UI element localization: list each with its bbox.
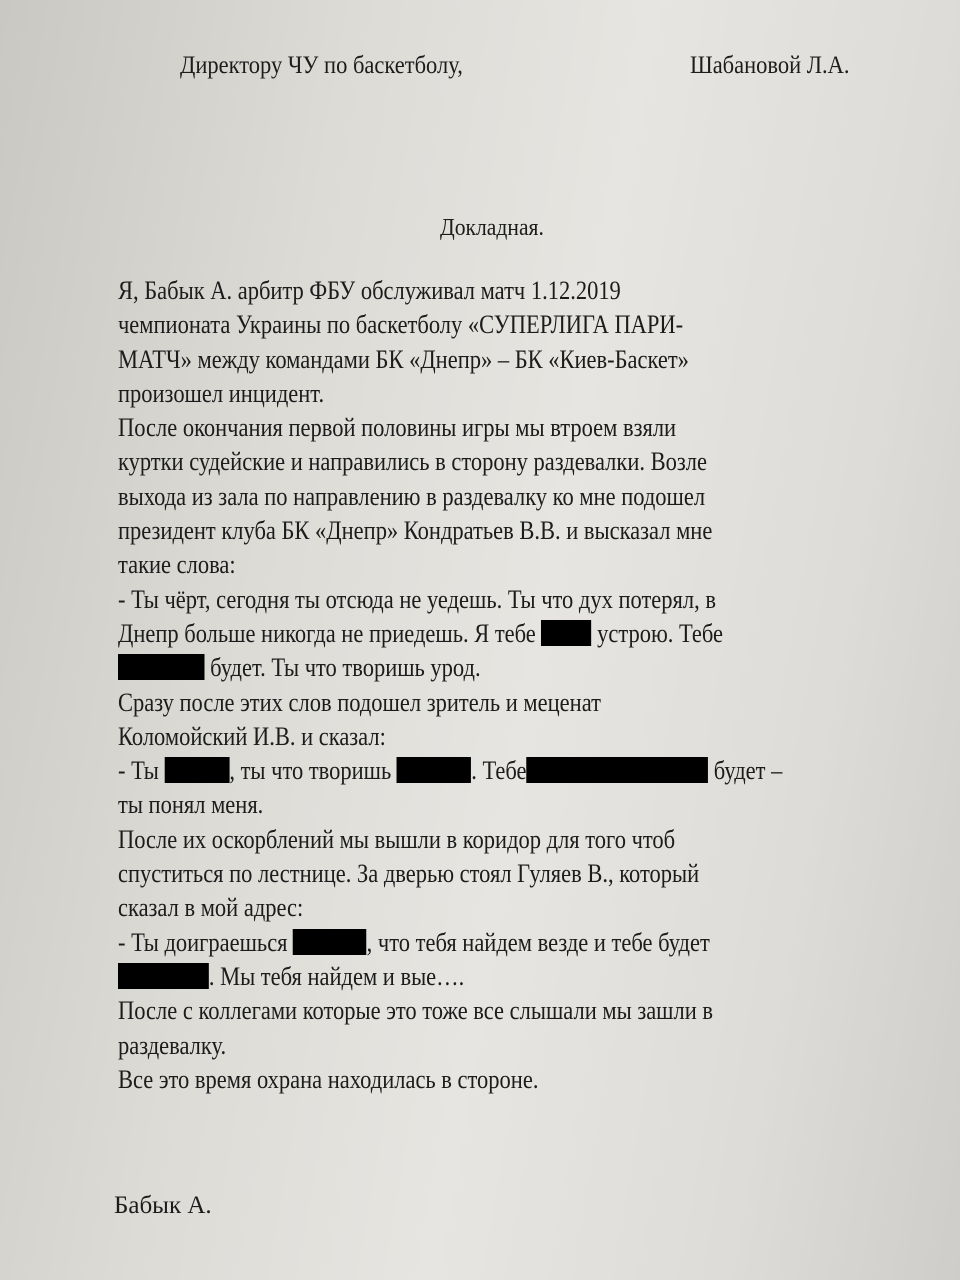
body-line: спуститься по лестнице. За дверью стоял Гуляев В., который <box>118 859 700 889</box>
text-segment: , ты что творишь <box>229 756 397 786</box>
text-segment: . Мы тебя найдем и вые…. <box>208 961 465 991</box>
body-line: выхода из зала по направлению в раздевалку ко мне подошел <box>118 481 706 511</box>
body-line: президент клуба БК «Днепр» Кондратьев В.В. и высказал мне <box>118 516 713 546</box>
body-line: После с коллегами которые это тоже все слышали мы зашли в <box>118 996 713 1026</box>
text-segment: будет – <box>708 756 783 786</box>
redaction-block <box>118 963 209 989</box>
body-line: ты понял меня. <box>118 790 264 820</box>
addressee-left: Директору ЧУ по баскетболу, <box>180 52 463 79</box>
redaction-block <box>541 620 591 646</box>
text-segment: , что тебя найдем везде и тебе будет <box>366 927 710 957</box>
addressee-right: Шабановой Л.А. <box>690 52 850 79</box>
redaction-block <box>527 757 709 783</box>
body-line: После окончания первой половины игры мы втроем взяли <box>118 413 677 443</box>
body-line <box>118 651 810 685</box>
body-line: МАТЧ» между командами БК «Днепр» – БК «Киев-Баскет» <box>118 344 689 374</box>
signature: Бабык А. <box>114 1192 212 1219</box>
text-segment: будет. Ты что творишь урод. <box>204 653 481 683</box>
body-line: Все это время охрана находилась в стороне. <box>118 1064 539 1094</box>
body-line: Коломойский И.В. и сказал: <box>118 721 386 751</box>
body-line: - Ты чёрт, сегодня ты отсюда не уедешь. Ты что дух потерял, в <box>118 584 716 614</box>
redaction-block <box>397 757 471 783</box>
text-segment: Днепр больше никогда не приедешь. Я тебе <box>118 618 542 648</box>
redaction-block <box>293 929 367 955</box>
body-line: сказал в мой адрес: <box>118 893 304 923</box>
body-line: Сразу после этих слов подошел зритель и меценат <box>118 687 601 717</box>
body-line: Я, Бабык А. арбитр ФБУ обслуживал матч 1.12.2019 <box>118 276 621 305</box>
text-segment: - Ты <box>118 756 165 786</box>
report-body <box>118 274 918 1097</box>
text-segment: - Ты доиграешься <box>118 927 294 957</box>
text-segment: устрою. Тебе <box>591 618 724 648</box>
body-line <box>118 754 810 788</box>
body-line: чемпионата Украины по баскетболу «СУПЕРЛИГА ПАРИ- <box>118 310 684 340</box>
body-line: произошел инцидент. <box>118 378 325 408</box>
redaction-block <box>118 654 205 680</box>
document-title: Докладная. <box>440 215 544 241</box>
body-line: куртки судейские и направились в сторону раздевалки. Возле <box>118 447 707 477</box>
body-line: раздевалку. <box>118 1030 227 1060</box>
body-line: такие слова: <box>118 550 236 580</box>
body-line <box>118 926 810 960</box>
redaction-block <box>164 757 229 783</box>
body-line <box>118 617 810 651</box>
text-segment: . Тебе <box>471 756 527 786</box>
body-line: После их оскорблений мы вышли в коридор для того чтоб <box>118 824 676 854</box>
body-line <box>118 960 810 994</box>
